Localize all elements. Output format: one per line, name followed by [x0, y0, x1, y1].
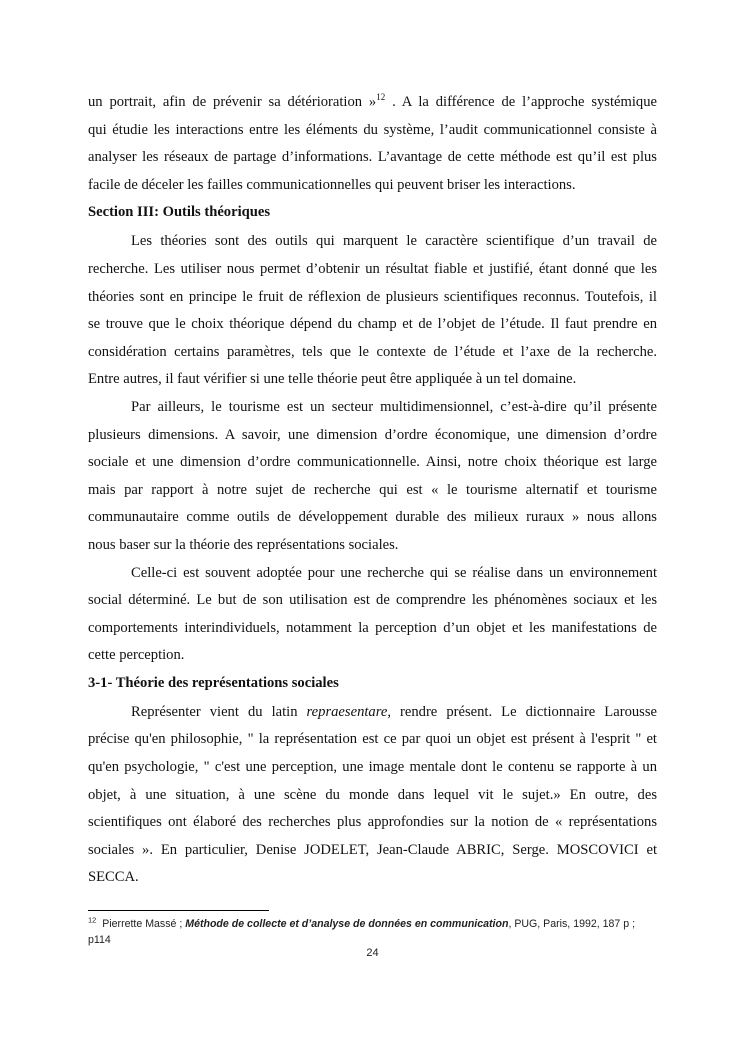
paragraph-line: recherche. Les utiliser nous permet d’obtenir un résultat fiable et justifié, étant donné que les	[88, 260, 657, 277]
footnote-number: 12	[88, 915, 97, 925]
paragraph-line: précise qu'en philosophie, " la représentation est ce par quoi un objet est présent à l'esprit " et	[88, 731, 657, 748]
footnote	[88, 916, 657, 948]
footnote-title: Méthode de collecte et d’analyse de données en communication	[185, 918, 509, 930]
paragraph-line: sociale et une dimension d’ordre communicationnelle. Ainsi, notre choix théorique est large	[88, 454, 657, 471]
paragraph-line: communautaire comme outils de développement durable des milieux ruraux » nous allons	[88, 509, 657, 526]
paragraph-line: Par ailleurs, le tourisme est un secteur multidimensionnel, c’est-à-dire qu’il présente	[131, 398, 657, 415]
footnote-separator	[88, 910, 269, 911]
paragraph-line: qu'en psychologie, " c'est une perception, une image mentale dont le contenu se rapporte à un	[88, 759, 657, 776]
paragraph-line: facile de déceler les failles communicationnelles qui peuvent briser les interactions.	[88, 176, 576, 193]
section-heading: Section III: Outils théoriques	[88, 204, 271, 221]
footnote-ref[interactable]: 12	[376, 92, 386, 103]
paragraph-line: Les théories sont des outils qui marquent le caractère scientifique d’un travail de	[131, 233, 657, 250]
paragraph-line: qui étudie les interactions entre les éléments du système, l’audit communicationnel consiste à	[88, 121, 657, 138]
paragraph-line: Celle-ci est souvent adoptée pour une recherche qui se réalise dans un environnement	[131, 564, 657, 581]
footnote-author: Pierrette Massé ;	[102, 918, 186, 930]
paragraph-line: mais par rapport à notre sujet de recherche qui est « le tourisme alternatif et tourisme	[88, 481, 657, 498]
subsection-heading: 3-1- Théorie des représentations sociales	[88, 674, 339, 691]
paragraph-line: théories sont en principe le fruit de réflexion de plusieurs scientifiques reconnus. Toutefois, il	[88, 288, 657, 305]
paragraph-line: SECCA.	[88, 869, 139, 886]
paragraph-line: scientifiques ont élaboré des recherches plus approfondies sur la notion de « représentations	[88, 814, 657, 831]
paragraph-line: Représenter vient du latin repraesentare, rendre présent. Le dictionnaire Larousse	[131, 703, 657, 720]
document-page	[88, 89, 657, 892]
paragraph-line: nous baser sur la théorie des représentations sociales.	[88, 536, 399, 553]
paragraph-line: social déterminé. Le but de son utilisation est de comprendre les phénomènes sociaux et les	[88, 592, 657, 609]
paragraph-line: plusieurs dimensions. A savoir, une dimension d’ordre économique, une dimension d’ordre	[88, 426, 657, 443]
paragraph-line: un portrait, afin de prévenir sa détérioration »$^{12}$ . A la différence de l’approche systémique	[88, 92, 657, 110]
paragraph-line: sociales ». En particulier, Denise JODELET, Jean-Claude ABRIC, Serge. MOSCOVICI et	[88, 841, 657, 858]
paragraph-line: cette perception.	[88, 647, 185, 664]
paragraph-line: comportements interindividuels, notamment la perception d’un objet et les manifestations de	[88, 619, 657, 636]
paragraph-line: analyser les réseaux de partage d’informations. L’avantage de cette méthode est qu’il est plus	[88, 149, 657, 166]
paragraph-line: Entre autres, il faut vérifier si une telle théorie peut être appliquée à un tel domaine.	[88, 371, 577, 388]
page-number: 24	[366, 947, 379, 959]
paragraph-line: objet, à une situation, à une scène du monde dans lequel vit le sujet.» En outre, des	[88, 786, 657, 803]
footnote-details: , PUG, Paris, 1992, 187 p ; p114	[88, 918, 636, 946]
paragraph-line: se trouve que le choix théorique dépend du champ et de l’objet de l’étude. Il faut prendre en	[88, 316, 657, 333]
paragraph-line: considération certains paramètres, tels que le contexte de l’étude et l’axe de la recherche.	[88, 343, 657, 360]
